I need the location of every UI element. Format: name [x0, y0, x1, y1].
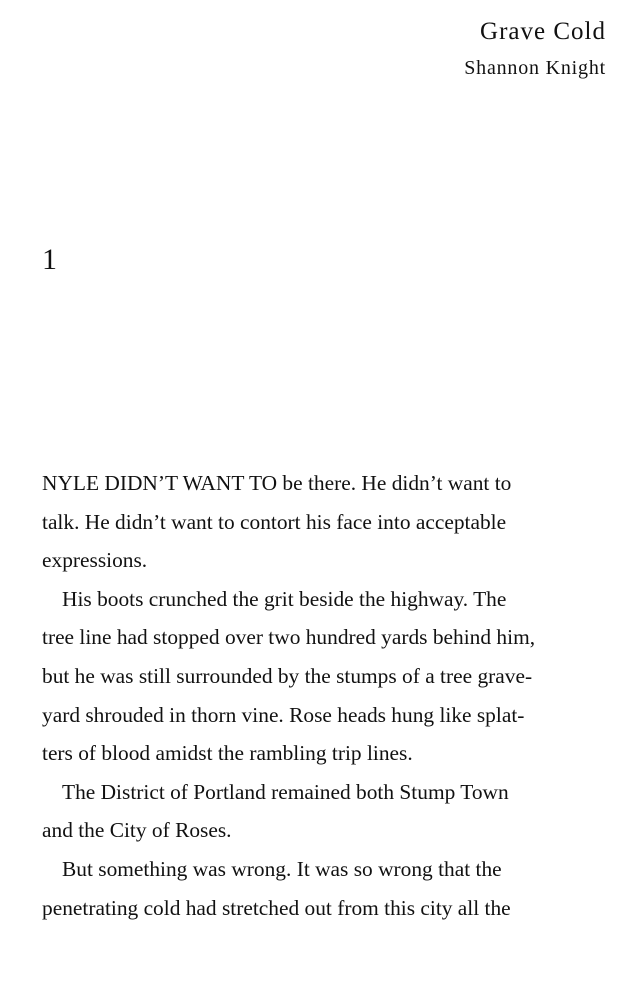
- paragraph-3: [42, 773, 614, 850]
- paragraph-4: [42, 850, 614, 927]
- text-line: ters of blood amidst the rambling trip lines.: [42, 741, 413, 766]
- text-line: tree line had stopped over two hundred yards behind him,: [42, 625, 536, 650]
- book-author: Shannon Knight: [464, 57, 606, 79]
- text-line: expressions.: [42, 548, 148, 573]
- text-line: But something was wrong. It was so wrong that the: [62, 856, 502, 881]
- text-line: penetrating cold had stretched out from this city all the: [42, 895, 511, 920]
- book-title: Grave Cold: [480, 18, 606, 45]
- text-line: His boots crunched the grit beside the highway. The: [62, 586, 507, 611]
- text-line: but he was still surrounded by the stumps of a tree grave-: [42, 663, 533, 688]
- text-line: and the City of Roses.: [42, 818, 232, 843]
- chapter-body: [42, 464, 614, 927]
- running-header: [464, 14, 606, 82]
- text-line: The District of Portland remained both Stump Town: [62, 779, 509, 804]
- text-line: NYLE DIDN’T WANT TO be there. He didn’t want to: [42, 471, 512, 495]
- paragraph-2: [42, 580, 614, 773]
- chapter-number: 1: [42, 243, 57, 276]
- text-line: talk. He didn’t want to contort his face into acceptable: [42, 509, 507, 534]
- text-line: yard shrouded in thorn vine. Rose heads hung like splat-: [42, 702, 525, 727]
- paragraph-1: [42, 464, 614, 580]
